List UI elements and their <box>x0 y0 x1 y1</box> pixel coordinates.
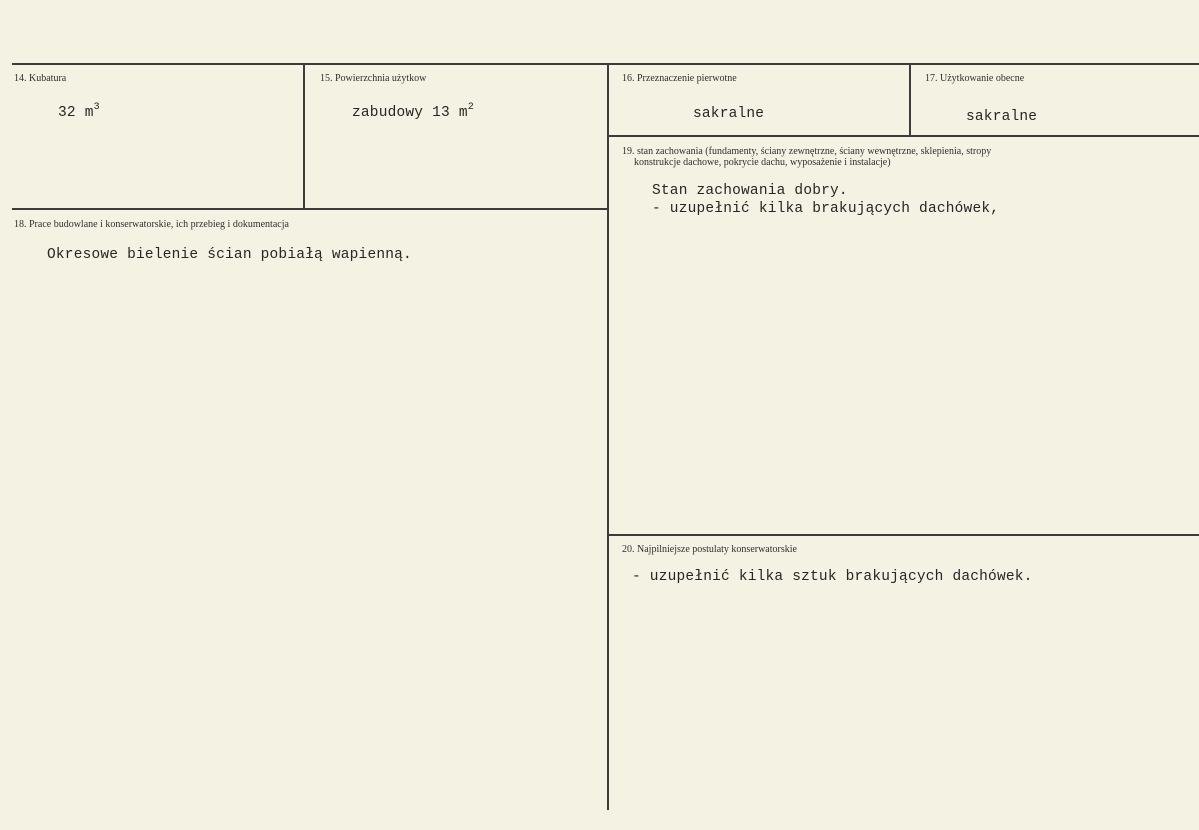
row1-bottom-line-right <box>609 135 1199 137</box>
divider-center <box>607 63 609 810</box>
field-20-value: - uzupełnić kilka sztuk brakujących dachówek. <box>632 569 1033 585</box>
field-17-value: sakralne <box>966 109 1038 125</box>
field-14-label: 14. Kubatura <box>14 73 67 84</box>
top-border-line <box>12 63 1199 65</box>
field-16-label: 16. Przeznaczenie pierwotne <box>622 73 737 84</box>
field-18-value: Okresowe bielenie ścian pobiałą wapienną. <box>47 247 412 263</box>
row1-bottom-line-left <box>12 208 609 210</box>
field-14-value-sup: 3 <box>93 102 100 113</box>
field-16-value: sakralne <box>693 106 765 122</box>
field-19-label-line1: 19. stan zachowania (fundamenty, ściany zewnętrzne, ściany wewnętrzne, sklepienia, stropy <box>622 146 992 157</box>
field-20-label: 20. Najpilniejsze postulaty konserwatorskie <box>622 544 797 555</box>
field-15-value-sup: 2 <box>467 102 474 113</box>
field-15-value-text: zabudowy 13 m <box>352 105 468 121</box>
field-19-value-line1: Stan zachowania dobry. <box>652 183 848 199</box>
divider-14-15 <box>303 63 305 209</box>
divider-16-17 <box>909 63 911 136</box>
field-15-label: 15. Powierzchnia użytkow <box>320 73 427 84</box>
field-14-value <box>58 102 100 122</box>
field-15-value <box>352 102 474 122</box>
field-19-label-line2: konstrukcje dachowe, pokrycie dachu, wyposażenie i instalacje) <box>634 157 891 168</box>
field-14-value-text: 32 m <box>58 105 94 121</box>
section20-top-line <box>609 534 1199 536</box>
field-17-label: 17. Użytkowanie obecne <box>925 73 1025 84</box>
field-19-value-line2: - uzupełnić kilka brakujących dachówek, <box>652 201 1000 217</box>
field-18-label: 18. Prace budowlane i konserwatorskie, ich przebieg i dokumentacja <box>14 219 289 230</box>
